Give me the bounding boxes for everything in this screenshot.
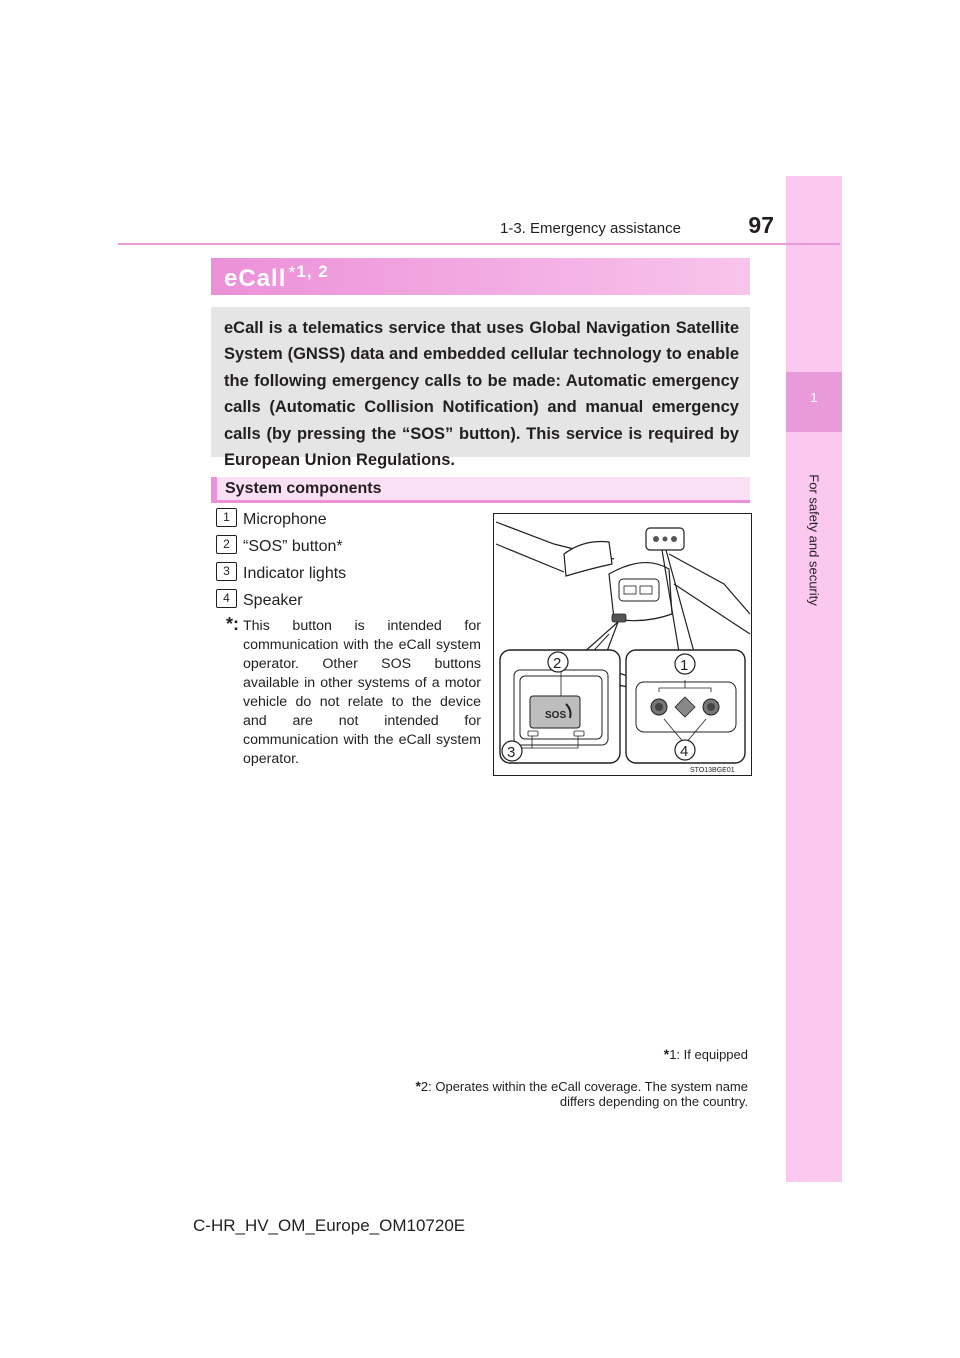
chapter-title: For safety and security (806, 474, 822, 606)
system-components-figure (493, 513, 752, 776)
section-path: 1-3. Emergency assistance (500, 220, 681, 237)
subsection-heading-bar (211, 477, 750, 503)
intro-box (211, 307, 750, 470)
component-number-badge: 2 (216, 535, 237, 554)
subsection-heading: System components (225, 480, 382, 497)
overhead-console-illustration (494, 514, 751, 775)
chapter-side-tab (786, 176, 842, 1182)
page-number: 97 (748, 212, 774, 238)
page-title-text: eCall (224, 265, 287, 292)
title-asterisk: * (288, 263, 297, 283)
figure-callout: 1 (680, 657, 689, 674)
chapter-number: 1 (810, 390, 818, 405)
page-title (224, 262, 329, 293)
note-marker: *: (226, 614, 239, 634)
footnote (388, 1079, 748, 1109)
footnote-text: 1: If equipped (669, 1047, 748, 1062)
component-number-badge: 1 (216, 508, 237, 527)
component-number-badge: 4 (216, 589, 237, 608)
figure-callout: 4 (680, 743, 689, 760)
sos-button-label: SOS (545, 710, 567, 721)
component-number-badge: 3 (216, 562, 237, 581)
footnote-marker: * (415, 1078, 421, 1094)
title-bar (211, 258, 750, 295)
component-label: Microphone (243, 511, 327, 528)
footnote-text: 2: Operates within the eCall coverage. The system name differs depending on the country. (420, 1079, 748, 1109)
figure-callout: 3 (507, 744, 516, 761)
component-label: Speaker (243, 592, 303, 609)
footnote-marker: * (663, 1046, 670, 1062)
document-footer: C-HR_HV_OM_Europe_OM10720E (193, 1216, 466, 1235)
component-label: Indicator lights (243, 565, 347, 582)
figure-code: STO13BGE01 (690, 767, 735, 774)
component-label: “SOS” button* (243, 538, 343, 555)
title-superscript: 1, 2 (296, 262, 329, 281)
figure-callout: 2 (553, 655, 562, 672)
intro-text: eCall is a telematics service that uses Global Navigation Satellite System (GNSS) data and embedded cellular technology to enable the following emergency calls to be made: Automatic emergency calls (Automatic Collision Notification) and manual emergency calls (by pressing the “SOS” button). This service is required by European Union Regulations. (224, 319, 739, 470)
footnote (664, 1046, 748, 1062)
note-text: This button is intended for communication with the eCall system operator. Other SOS buttons available in other systems of a motor vehicle do not relate to the device and are not intended for communication with the eCall system operator. (243, 618, 481, 767)
header-rule (118, 243, 840, 245)
